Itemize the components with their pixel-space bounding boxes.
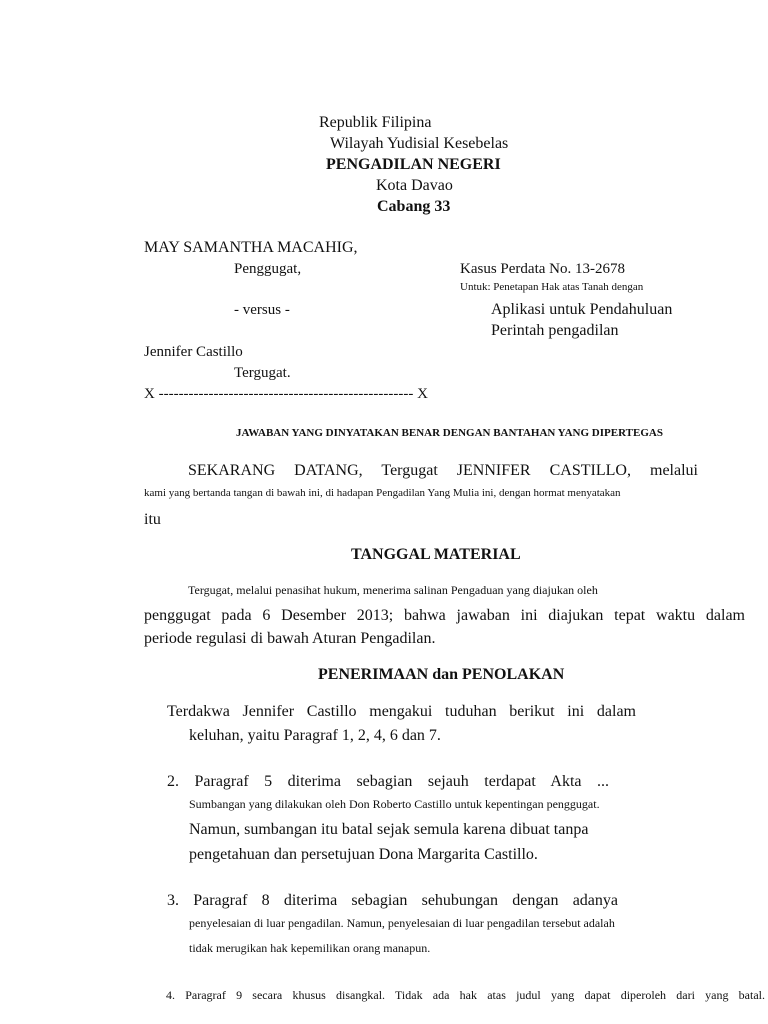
admission-item-1-line-1: Terdakwa Jennifer Castillo mengakui tuduhan berikut ini dalam [167,703,636,720]
versus-label: - versus - [234,302,290,318]
admission-item-1-line-2: keluhan, yaitu Paragraf 1, 2, 4, 6 dan 7. [189,727,441,744]
defendant-name: Jennifer Castillo [144,344,243,360]
admission-item-4-line-1: 4. Paragraf 9 secara khusus disangkal. Tidak ada hak atas judul yang dapat diperoleh dari yang batal. [166,988,765,1002]
material-date-line-3: periode regulasi di bawah Aturan Pengadilan. [144,630,436,647]
court-name: PENGADILAN NEGERI [326,156,501,173]
region-label: Wilayah Yudisial Kesebelas [330,135,509,152]
admission-item-3-line-1: 3. Paragraf 8 diterima sebagian sehubungan dengan adanya [167,892,618,909]
section-heading-material-date: TANGGAL MATERIAL [351,546,521,563]
case-description-1: Aplikasi untuk Pendahuluan [491,301,673,318]
material-date-line-1: Tergugat, melalui penasihat hukum, menerima salinan Pengaduan yang diajukan oleh [188,583,598,597]
admission-item-2-line-1: 2. Paragraf 5 diterima sebagian sejauh terdapat Akta ... [167,773,609,790]
section-heading-admissions: PENERIMAAN dan PENOLAKAN [318,666,565,683]
admission-item-2-line-2: Sumbangan yang dilakukan oleh Don Roberto Castillo untuk kepentingan penggugat. [189,797,600,811]
branch-label: Cabang 33 [377,198,451,215]
admission-item-2-line-3: Namun, sumbangan itu batal sejak semula karena dibuat tanpa [189,821,589,838]
intro-line-1: SEKARANG DATANG, Tergugat JENNIFER CASTILLO, melalui [188,462,698,479]
admission-item-3-line-3: tidak merugikan hak kepemilikan orang manapun. [189,941,431,955]
case-number: Kasus Perdata No. 13-2678 [460,261,625,277]
document-title: JAWABAN YANG DINYATAKAN BENAR DENGAN BANTAHAN YANG DIPERTEGAS [236,427,663,439]
intro-line-3: itu [144,511,161,528]
admission-item-3-line-2: penyelesaian di luar pengadilan. Namun, penyelesaian di luar pengadilan tersebut adalah [189,916,615,930]
plaintiff-role: Penggugat, [234,261,302,277]
defendant-role: Tergugat. [234,365,291,381]
material-date-line-2: penggugat pada 6 Desember 2013; bahwa jawaban ini diajukan tepat waktu dalam [144,607,745,624]
intro-line-2: kami yang bertanda tangan di bawah ini, di hadapan Pengadilan Yang Mulia ini, dengan hormat menyatakan [144,487,621,499]
caption-separator: X --------------------------------------------------- X [144,386,428,402]
admission-item-2-line-4: pengetahuan dan persetujuan Dona Margarita Castillo. [189,846,538,863]
case-description-2: Perintah pengadilan [491,322,619,339]
city-label: Kota Davao [376,177,453,194]
plaintiff-name: MAY SAMANTHA MACAHIG, [144,239,358,256]
republic-label: Republik Filipina [319,114,432,131]
case-for: Untuk: Penetapan Hak atas Tanah dengan [460,281,644,293]
